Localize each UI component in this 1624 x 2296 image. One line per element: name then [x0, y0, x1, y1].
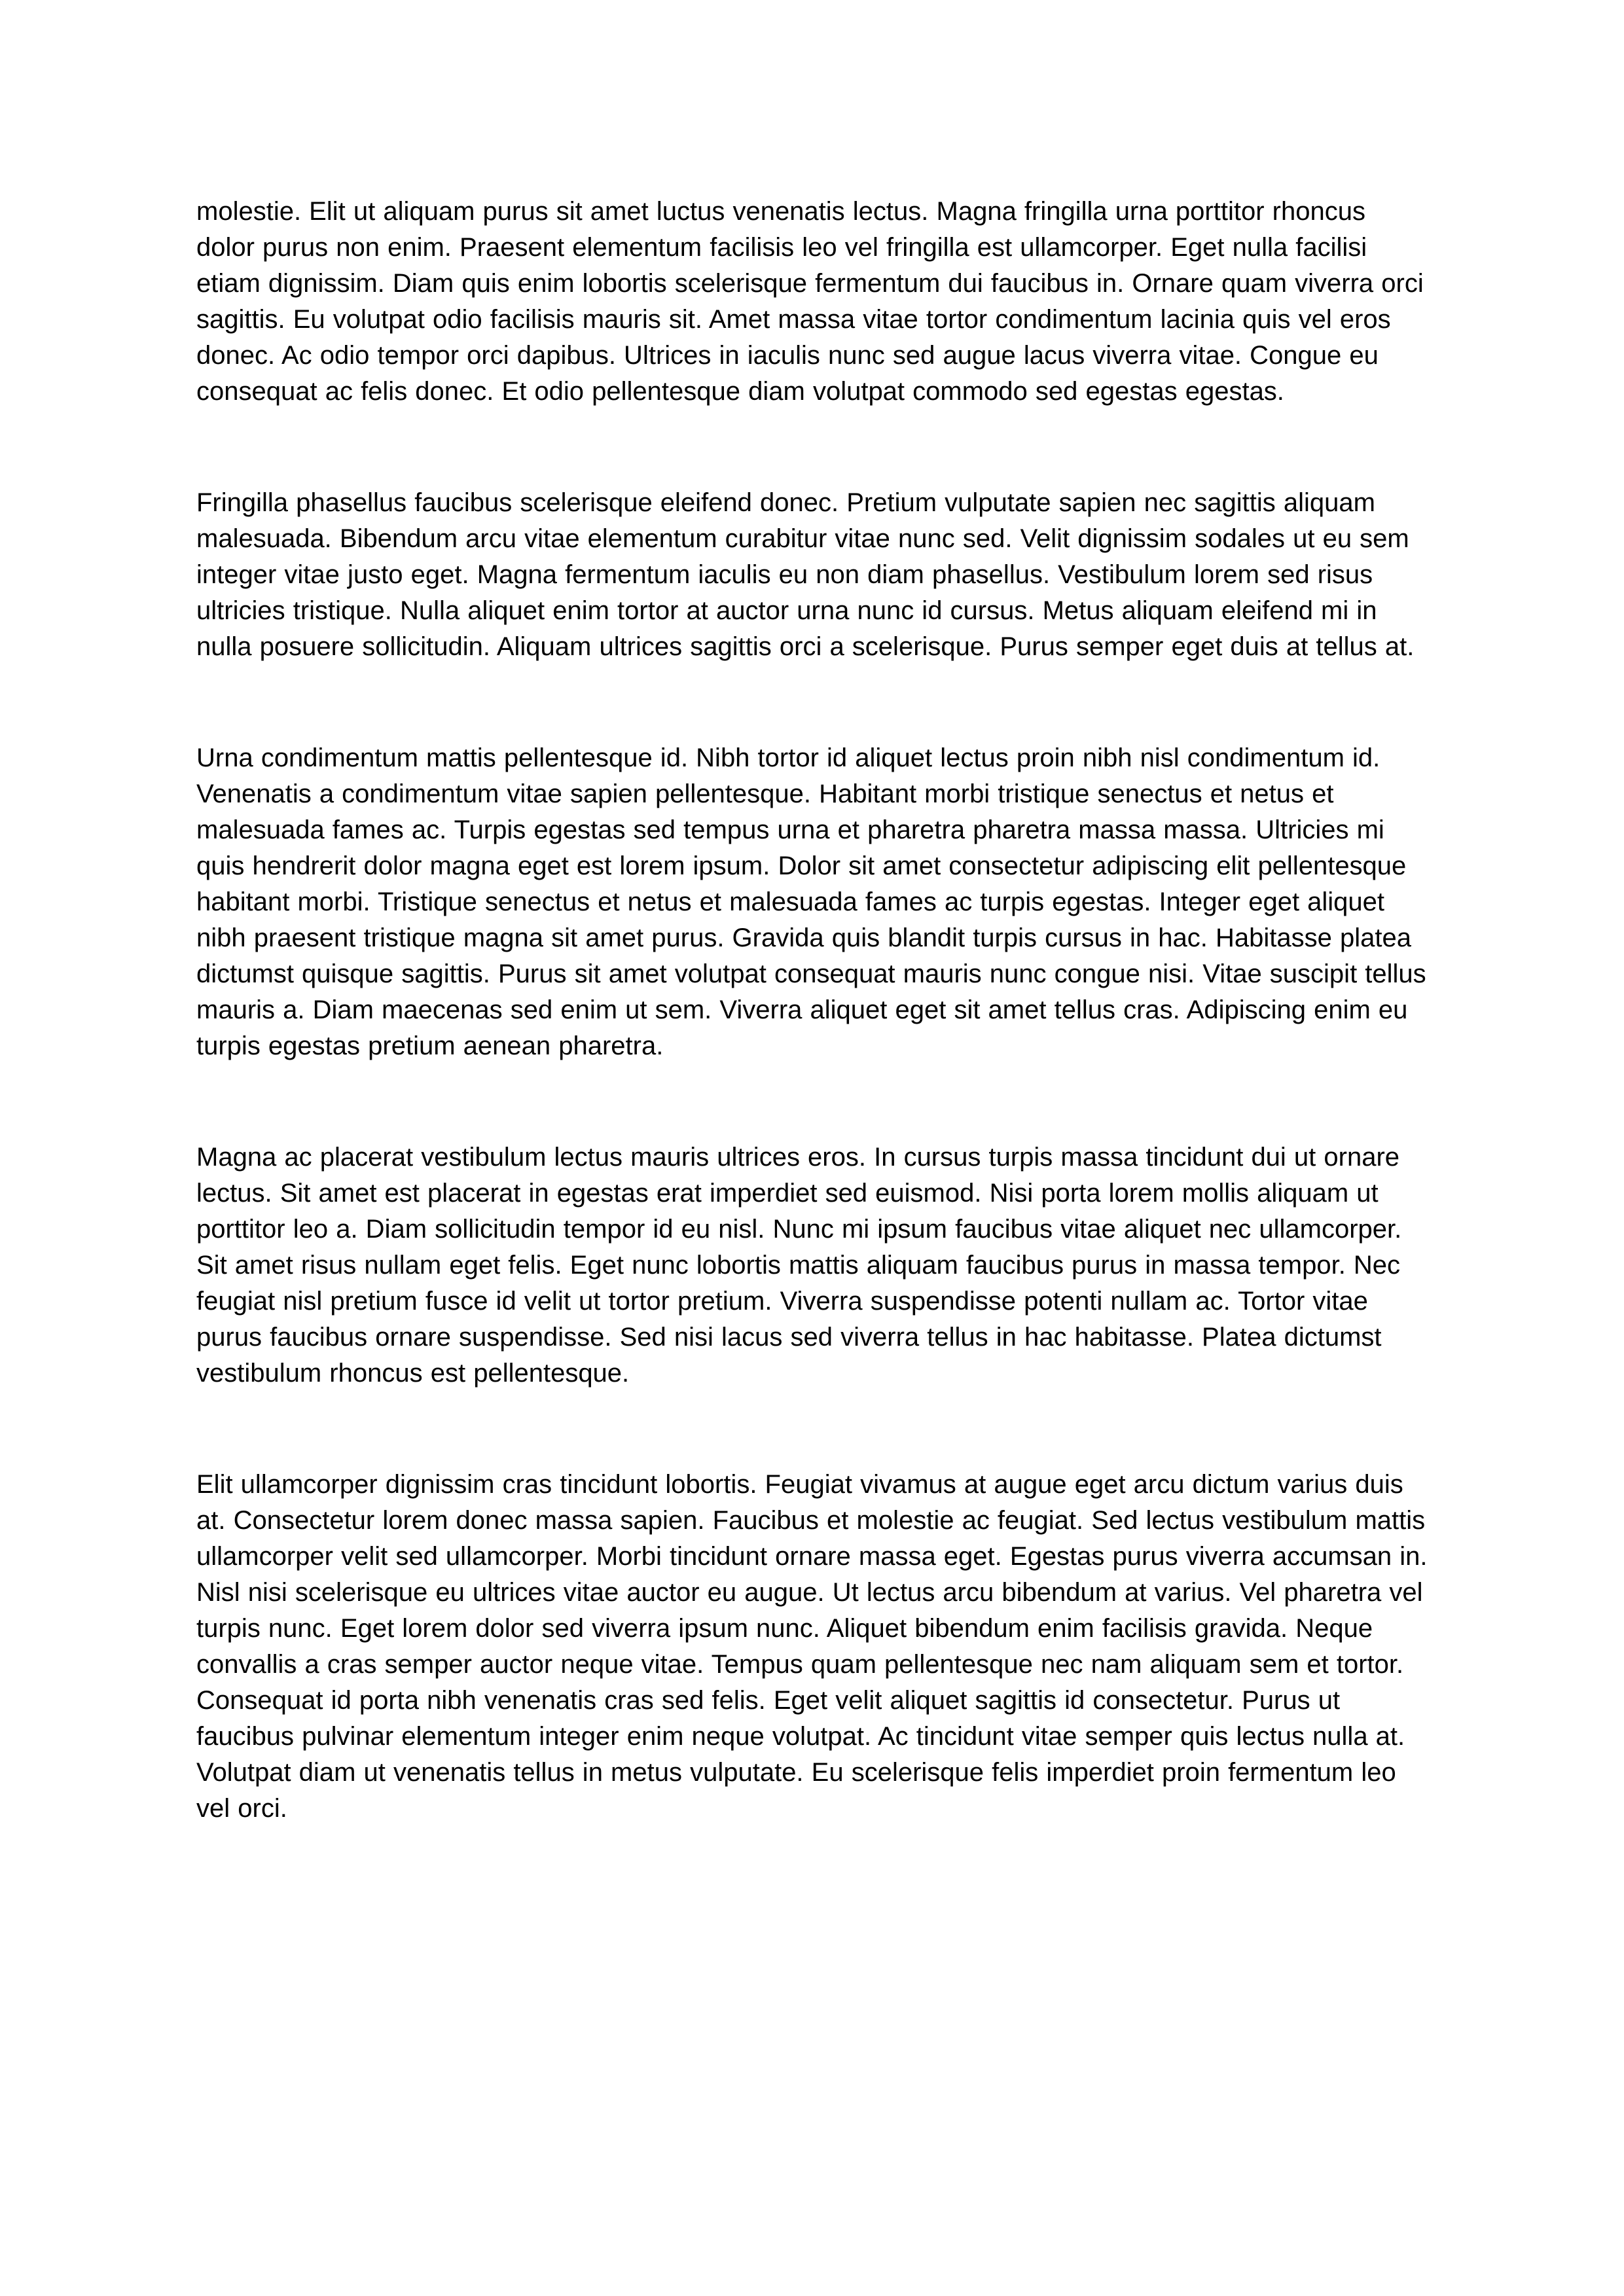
paragraph-3: Urna condimentum mattis pellentesque id. Nibh tortor id aliquet lectus proin nibh nisl condimentum id. Venenatis a condimentum vitae sapien pellentesque. Habitant morbi tristique senectus et netus et malesuada fames ac. Turpis egestas sed tempus urna et pharetra pharetra massa massa. Ultricies mi quis hendrerit dolor magna eget est lorem ipsum. Dolor sit amet consectetur adipiscing elit pellentesque habitant morbi. Tristique senectus et netus et malesuada fames ac turpis egestas. Integer eget aliquet nibh praesent tristique magna sit amet purus. Gravida quis blandit turpis cursus in hac. Habitasse platea dictumst quisque sagittis. Purus sit amet volutpat consequat mauris nunc congue nisi. Vitae suscipit tellus mauris a. Diam maecenas sed enim ut sem. Viverra aliquet eget sit amet tellus cras. Adipiscing enim eu turpis egestas pretium aenean pharetra. — [196, 744, 1426, 1060]
document-text-body — [196, 194, 1428, 1827]
paragraph-2: Fringilla phasellus faucibus scelerisque eleifend donec. Pretium vulputate sapien nec sagittis aliquam malesuada. Bibendum arcu vitae elementum curabitur vitae nunc sed. Velit dignissim sodales ut eu sem integer vitae justo eget. Magna fermentum iaculis eu non diam phasellus. Vestibulum lorem sed risus ultricies tristique. Nulla aliquet enim tortor at auctor urna nunc id cursus. Metus aliquam eleifend mi in nulla posuere sollicitudin. Aliquam ultrices sagittis orci a scelerisque. Purus semper eget duis at tellus at. — [196, 488, 1415, 661]
paragraph-1: molestie. Elit ut aliquam purus sit amet luctus venenatis lectus. Magna fringilla urna porttitor rhoncus dolor purus non enim. Praesent elementum facilisis leo vel fringilla est ullamcorper. Eget nulla facilisi etiam dignissim. Diam quis enim lobortis scelerisque fermentum dui faucibus in. Ornare quam viverra orci sagittis. Eu volutpat odio facilisis mauris sit. Amet massa vitae tortor condimentum lacinia quis vel eros donec. Ac odio tempor orci dapibus. Ultrices in iaculis nunc sed augue lacus viverra vitae. Congue eu consequat ac felis donec. Et odio pellentesque diam volutpat commodo sed egestas egestas. — [196, 197, 1424, 406]
paragraph-5: Elit ullamcorper dignissim cras tincidunt lobortis. Feugiat vivamus at augue eget arcu dictum varius duis at. Consectetur lorem donec massa sapien. Faucibus et molestie ac feugiat. Sed lectus vestibulum mattis ullamcorper velit sed ullamcorper. Morbi tincidunt ornare massa eget. Egestas purus viverra accumsan in. Nisl nisi scelerisque eu ultrices vitae auctor eu augue. Ut lectus arcu bibendum at varius. Vel pharetra vel turpis nunc. Eget lorem dolor sed viverra ipsum nunc. Aliquet bibendum enim facilisis gravida. Neque convallis a cras semper auctor neque vitae. Tempus quam pellentesque nec nam aliquam sem et tortor. Consequat id porta nibh venenatis cras sed felis. Eget velit aliquet sagittis id consectetur. Purus ut faucibus pulvinar elementum integer enim neque volutpat. Ac tincidunt vitae semper quis lectus nulla at. Volutpat diam ut venenatis tellus in metus vulputate. Eu scelerisque felis imperdiet proin fermentum leo vel orci. — [196, 1470, 1428, 1823]
paragraph-4: Magna ac placerat vestibulum lectus mauris ultrices eros. In cursus turpis massa tincidunt dui ut ornare lectus. Sit amet est placerat in egestas erat imperdiet sed euismod. Nisi porta lorem mollis aliquam ut porttitor leo a. Diam sollicitudin tempor id eu nisl. Nunc mi ipsum faucibus vitae aliquet nec ullamcorper. Sit amet risus nullam eget felis. Eget nunc lobortis mattis aliquam faucibus purus in massa tempor. Nec feugiat nisl pretium fusce id velit ut tortor pretium. Viverra suspendisse potenti nullam ac. Tortor vitae purus faucibus ornare suspendisse. Sed nisi lacus sed viverra tellus in hac habitasse. Platea dictumst vestibulum rhoncus est pellentesque. — [196, 1143, 1402, 1388]
